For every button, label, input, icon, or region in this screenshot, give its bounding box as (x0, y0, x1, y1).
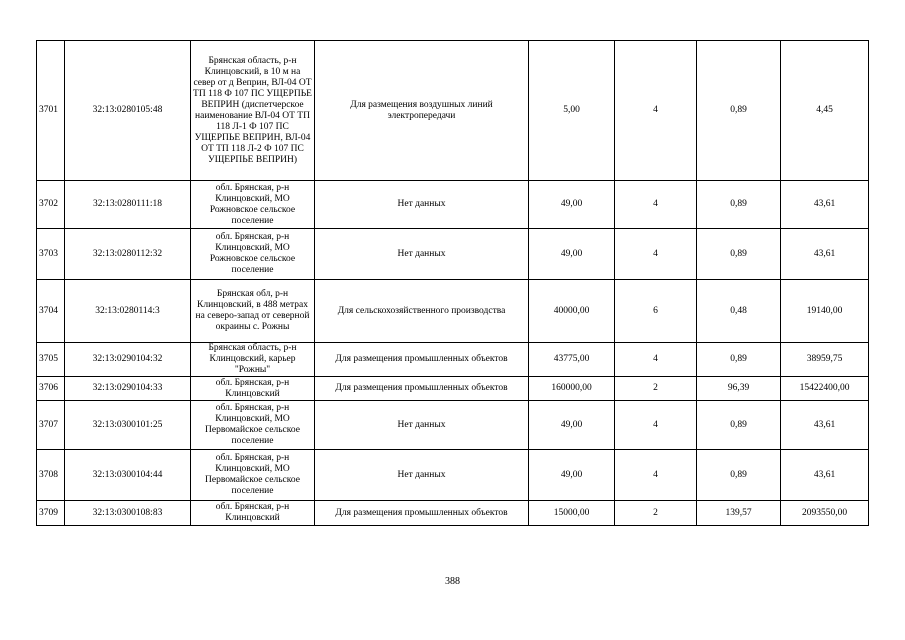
cell-area: 40000,00 (529, 280, 615, 343)
cell-address: обл. Брянская, р-н Клинцовский, МО Первомайское сельское поселение (191, 450, 315, 501)
table-body (37, 41, 869, 526)
cell-number: 3701 (37, 41, 65, 181)
cell-permitted-use: Для размещения воздушных линий электропередачи (315, 41, 529, 181)
cell-permitted-use: Для размещения промышленных объектов (315, 343, 529, 377)
cell-address: обл. Брянская, р-н Клинцовский (191, 501, 315, 526)
cell-rate: 0,89 (697, 181, 781, 229)
cell-cadastral-number: 32:13:0280111:18 (65, 181, 191, 229)
cell-area: 43775,00 (529, 343, 615, 377)
cell-group: 4 (615, 41, 697, 181)
cell-cadastral-value: 15422400,00 (781, 377, 869, 401)
cell-area: 15000,00 (529, 501, 615, 526)
cell-cadastral-number: 32:13:0280114:3 (65, 280, 191, 343)
cell-area: 49,00 (529, 450, 615, 501)
cell-cadastral-value: 43,61 (781, 229, 869, 280)
cell-cadastral-value: 2093550,00 (781, 501, 869, 526)
cell-number: 3709 (37, 501, 65, 526)
cell-cadastral-number: 32:13:0290104:33 (65, 377, 191, 401)
cell-address: Брянская область, р-н Клинцовский, карьер "Рожны" (191, 343, 315, 377)
cell-area: 49,00 (529, 229, 615, 280)
cell-area: 160000,00 (529, 377, 615, 401)
cell-rate: 0,89 (697, 450, 781, 501)
cell-cadastral-value: 4,45 (781, 41, 869, 181)
table-row (37, 343, 869, 377)
cell-number: 3703 (37, 229, 65, 280)
cell-cadastral-value: 19140,00 (781, 280, 869, 343)
cell-cadastral-value: 43,61 (781, 181, 869, 229)
cell-area: 5,00 (529, 41, 615, 181)
cell-rate: 0,89 (697, 229, 781, 280)
cell-cadastral-number: 32:13:0300108:83 (65, 501, 191, 526)
cell-address: обл. Брянская, р-н Клинцовский, МО Рожновское сельское поселение (191, 181, 315, 229)
cell-number: 3707 (37, 401, 65, 450)
cell-address: Брянская обл, р-н Клинцовский, в 488 метрах на северо-запад от северной окраины с. Рожны (191, 280, 315, 343)
cell-rate: 0,89 (697, 41, 781, 181)
cell-group: 2 (615, 501, 697, 526)
table-row (37, 401, 869, 450)
cell-rate: 139,57 (697, 501, 781, 526)
cell-cadastral-number: 32:13:0300104:44 (65, 450, 191, 501)
cell-area: 49,00 (529, 401, 615, 450)
page-number: 388 (445, 576, 460, 587)
table-row (37, 501, 869, 526)
cell-address: Брянская область, р-н Клинцовский, в 10 м на север от д Веприн, ВЛ-04 ОТ ТП 118 Ф 107 ПС УЩЕРПЬЕ ВЕПРИН (диспетчерское наименование ВЛ-04 ОТ ТП 118 Л-1 Ф 107 ПС УЩЕРПЬЕ ВЕПРИН, ВЛ-04 ОТ ТП 118 Л-2 Ф 107 ПС УЩЕРПЬЕ ВЕПРИН) (191, 41, 315, 181)
table-row (37, 377, 869, 401)
cell-cadastral-number: 32:13:0300101:25 (65, 401, 191, 450)
cell-group: 4 (615, 401, 697, 450)
cell-area: 49,00 (529, 181, 615, 229)
cell-rate: 0,89 (697, 401, 781, 450)
cell-number: 3708 (37, 450, 65, 501)
cell-cadastral-value: 43,61 (781, 401, 869, 450)
cell-group: 4 (615, 450, 697, 501)
table-row (37, 229, 869, 280)
cell-permitted-use: Нет данных (315, 401, 529, 450)
cell-permitted-use: Нет данных (315, 450, 529, 501)
cell-cadastral-value: 43,61 (781, 450, 869, 501)
cell-group: 6 (615, 280, 697, 343)
cell-permitted-use: Для размещения промышленных объектов (315, 377, 529, 401)
cell-permitted-use: Для сельскохозяйственного производства (315, 280, 529, 343)
cell-group: 4 (615, 229, 697, 280)
cell-cadastral-number: 32:13:0280112:32 (65, 229, 191, 280)
cell-group: 2 (615, 377, 697, 401)
table-row (37, 280, 869, 343)
cell-address: обл. Брянская, р-н Клинцовский, МО Первомайское сельское поселение (191, 401, 315, 450)
cell-permitted-use: Для размещения промышленных объектов (315, 501, 529, 526)
cell-number: 3702 (37, 181, 65, 229)
cell-rate: 96,39 (697, 377, 781, 401)
table-row (37, 181, 869, 229)
cell-cadastral-number: 32:13:0290104:32 (65, 343, 191, 377)
cell-address: обл. Брянская, р-н Клинцовский (191, 377, 315, 401)
cell-rate: 0,89 (697, 343, 781, 377)
cell-group: 4 (615, 343, 697, 377)
cell-number: 3705 (37, 343, 65, 377)
cell-address: обл. Брянская, р-н Клинцовский, МО Рожновское сельское поселение (191, 229, 315, 280)
cell-rate: 0,48 (697, 280, 781, 343)
table-row (37, 450, 869, 501)
land-register-table (36, 40, 869, 526)
table-row (37, 41, 869, 181)
cell-number: 3706 (37, 377, 65, 401)
cell-number: 3704 (37, 280, 65, 343)
cell-permitted-use: Нет данных (315, 181, 529, 229)
cell-permitted-use: Нет данных (315, 229, 529, 280)
cell-group: 4 (615, 181, 697, 229)
cell-cadastral-number: 32:13:0280105:48 (65, 41, 191, 181)
cell-cadastral-value: 38959,75 (781, 343, 869, 377)
